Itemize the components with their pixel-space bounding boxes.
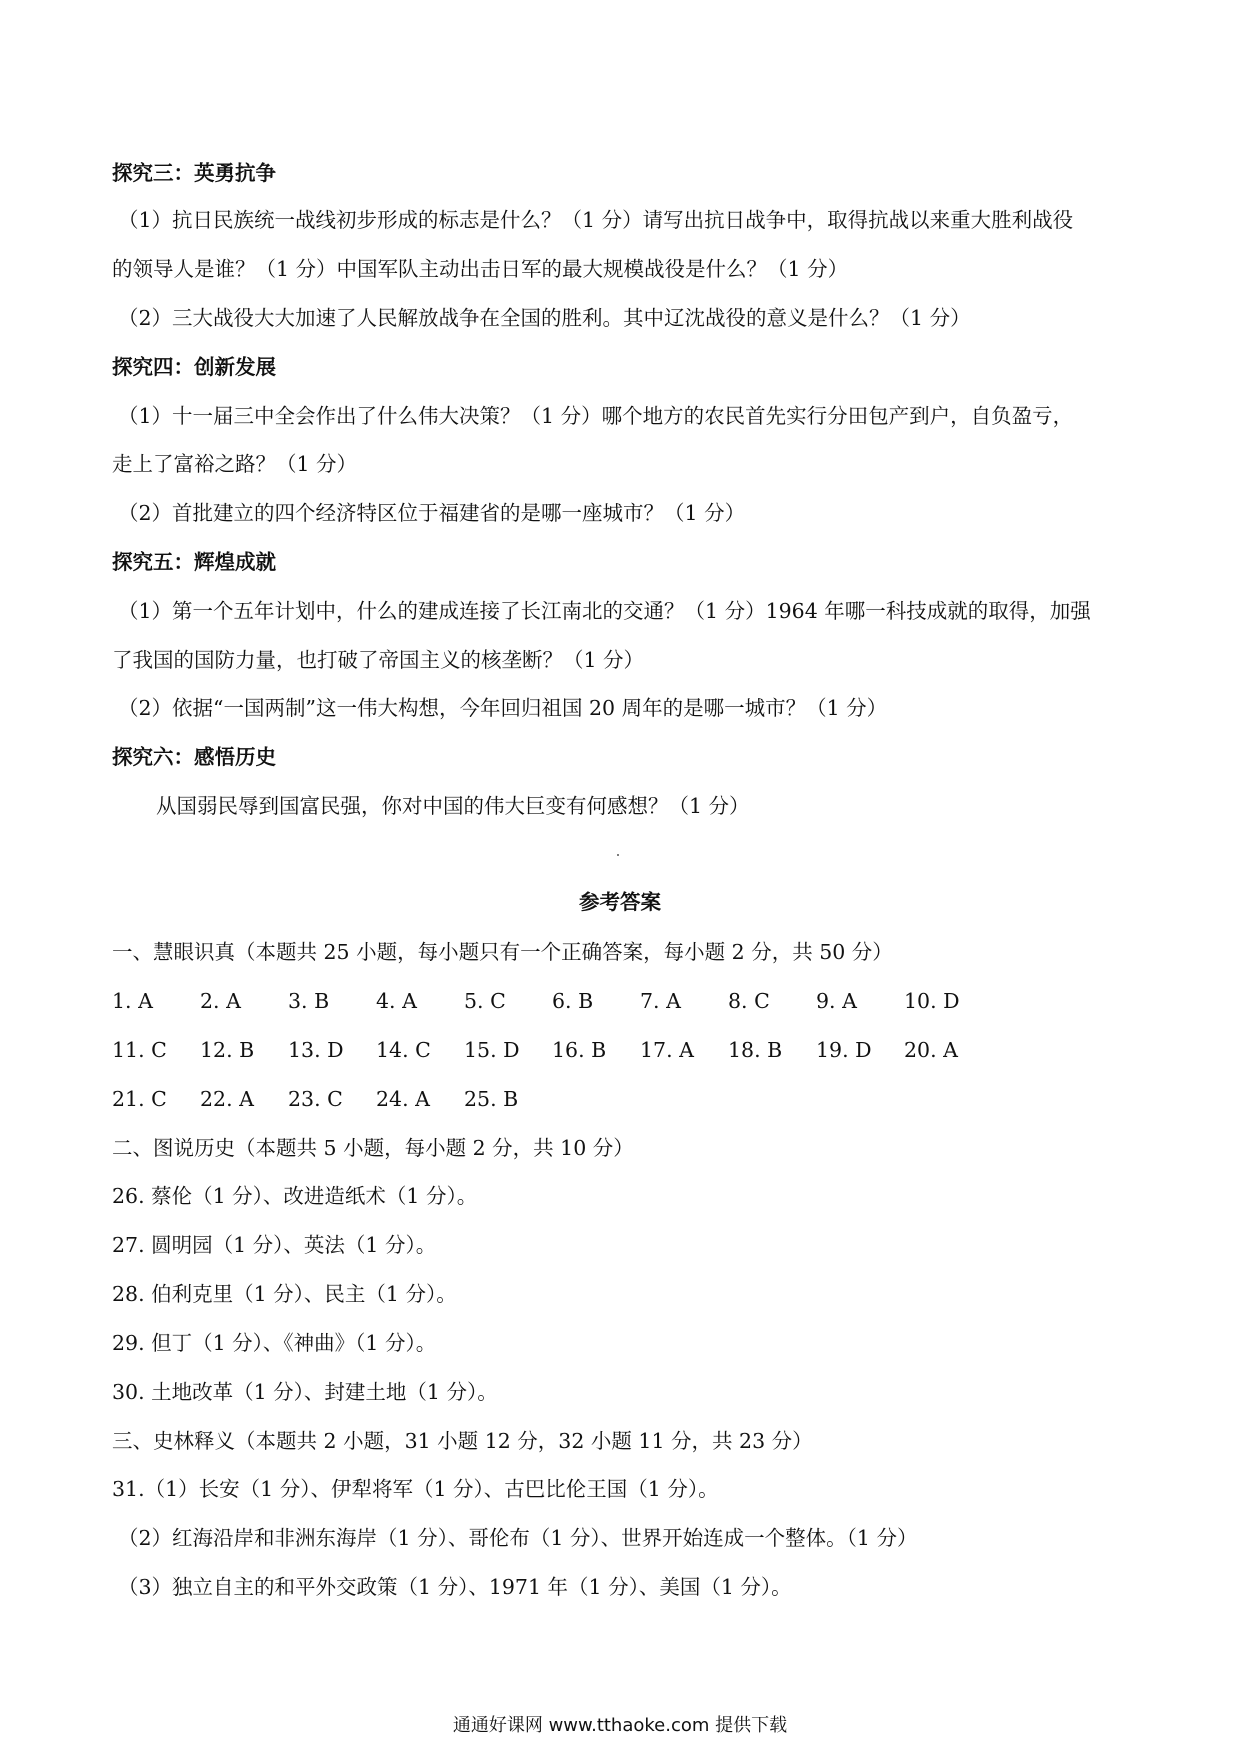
answer-30: 30. 土地改革（1 分）、封建土地（1 分）。 — [112, 1380, 498, 1404]
mc-answer: 10. D — [904, 989, 960, 1013]
question-5-2: （2）依据“一国两制”这一伟大构想，今年回归祖国 20 周年的是哪一城市？（1 分） — [118, 696, 888, 720]
section-heading-6: 探究六：感悟历史 — [112, 745, 276, 769]
answers-title: 参考答案 — [579, 890, 661, 914]
mc-answer: 12. B — [200, 1038, 255, 1062]
mc-answer: 9. A — [816, 989, 857, 1013]
mc-answer: 7. A — [640, 989, 681, 1013]
mc-answer: 4. A — [376, 989, 417, 1013]
question-4-1-line-1: （1）十一届三中全会作出了什么伟大决策？（1 分）哪个地方的农民首先实行分田包产到户，自负盈亏， — [118, 404, 1074, 428]
answer-28: 28. 伯利克里（1 分）、民主（1 分）。 — [112, 1282, 457, 1306]
mc-answer: 24. A — [376, 1087, 430, 1111]
answers-part-3-title: 三、史林释义（本题共 2 小题，31 小题 12 分，32 小题 11 分，共 23 分） — [112, 1429, 813, 1453]
mc-answer: 23. C — [288, 1087, 343, 1111]
stray-dot — [617, 854, 619, 856]
mc-answer: 16. B — [552, 1038, 607, 1062]
question-4-2: （2）首批建立的四个经济特区位于福建省的是哪一座城市？（1 分） — [118, 501, 746, 525]
answer-31-1: 31.（1）长安（1 分）、伊犁将军（1 分）、古巴比伦王国（1 分）。 — [112, 1477, 719, 1501]
mc-answer: 14. C — [376, 1038, 431, 1062]
mc-answer: 19. D — [816, 1038, 872, 1062]
mc-answer: 20. A — [904, 1038, 958, 1062]
mc-answer: 25. B — [464, 1087, 519, 1111]
mc-answer: 11. C — [112, 1038, 167, 1062]
question-5-1-line-1: （1）第一个五年计划中，什么的建成连接了长江南北的交通？（1 分）1964 年哪一科技成就的取得，加强 — [118, 599, 1091, 623]
mc-answer: 5. C — [464, 989, 506, 1013]
mc-answer: 22. A — [200, 1087, 254, 1111]
question-3-2: （2）三大战役大大加速了人民解放战争在全国的胜利。其中辽沈战役的意义是什么？（1 分） — [118, 306, 971, 330]
answer-31-3: （3）独立自主的和平外交政策（1 分）、1971 年（1 分）、美国（1 分）。 — [118, 1575, 792, 1599]
answer-27: 27. 圆明园（1 分）、英法（1 分）。 — [112, 1233, 437, 1257]
page-footer: 通通好课网 www.tthaoke.com 提供下载 — [452, 1715, 788, 1736]
question-6: 从国弱民辱到国富民强，你对中国的伟大巨变有何感想？（1 分） — [156, 794, 750, 818]
mc-answer: 18. B — [728, 1038, 783, 1062]
mc-answer: 6. B — [552, 989, 594, 1013]
section-heading-3: 探究三：英勇抗争 — [112, 161, 276, 185]
question-3-1-line-1: （1）抗日民族统一战线初步形成的标志是什么？（1 分）请写出抗日战争中，取得抗战以来重大胜利战役 — [118, 208, 1074, 232]
answer-31-2: （2）红海沿岸和非洲东海岸（1 分）、哥伦布（1 分）、世界开始连成一个整体。（1 分） — [118, 1526, 918, 1550]
mc-answer: 21. C — [112, 1087, 167, 1111]
question-3-1-line-2: 的领导人是谁？（1 分）中国军队主动出击日军的最大规模战役是什么？（1 分） — [112, 257, 849, 281]
question-4-1-line-2: 走上了富裕之路？（1 分） — [112, 452, 358, 476]
answer-26: 26. 蔡伦（1 分）、改进造纸术（1 分）。 — [112, 1184, 478, 1208]
answers-part-2-title: 二、图说历史（本题共 5 小题，每小题 2 分，共 10 分） — [112, 1136, 634, 1160]
section-heading-5: 探究五：辉煌成就 — [112, 550, 276, 574]
mc-answer: 1. A — [112, 989, 153, 1013]
mc-answer: 17. A — [640, 1038, 694, 1062]
question-5-1-line-2: 了我国的国防力量，也打破了帝国主义的核垄断？（1 分） — [112, 648, 645, 672]
mc-answer: 13. D — [288, 1038, 344, 1062]
section-heading-4: 探究四：创新发展 — [112, 355, 276, 379]
mc-answer: 3. B — [288, 989, 330, 1013]
answer-29: 29. 但丁（1 分）、《神曲》（1 分）。 — [112, 1331, 437, 1355]
mc-answer: 2. A — [200, 989, 241, 1013]
answers-part-1-title: 一、慧眼识真（本题共 25 小题，每小题只有一个正确答案，每小题 2 分，共 50 分） — [112, 940, 893, 964]
mc-answer: 8. C — [728, 989, 770, 1013]
mc-answer: 15. D — [464, 1038, 520, 1062]
